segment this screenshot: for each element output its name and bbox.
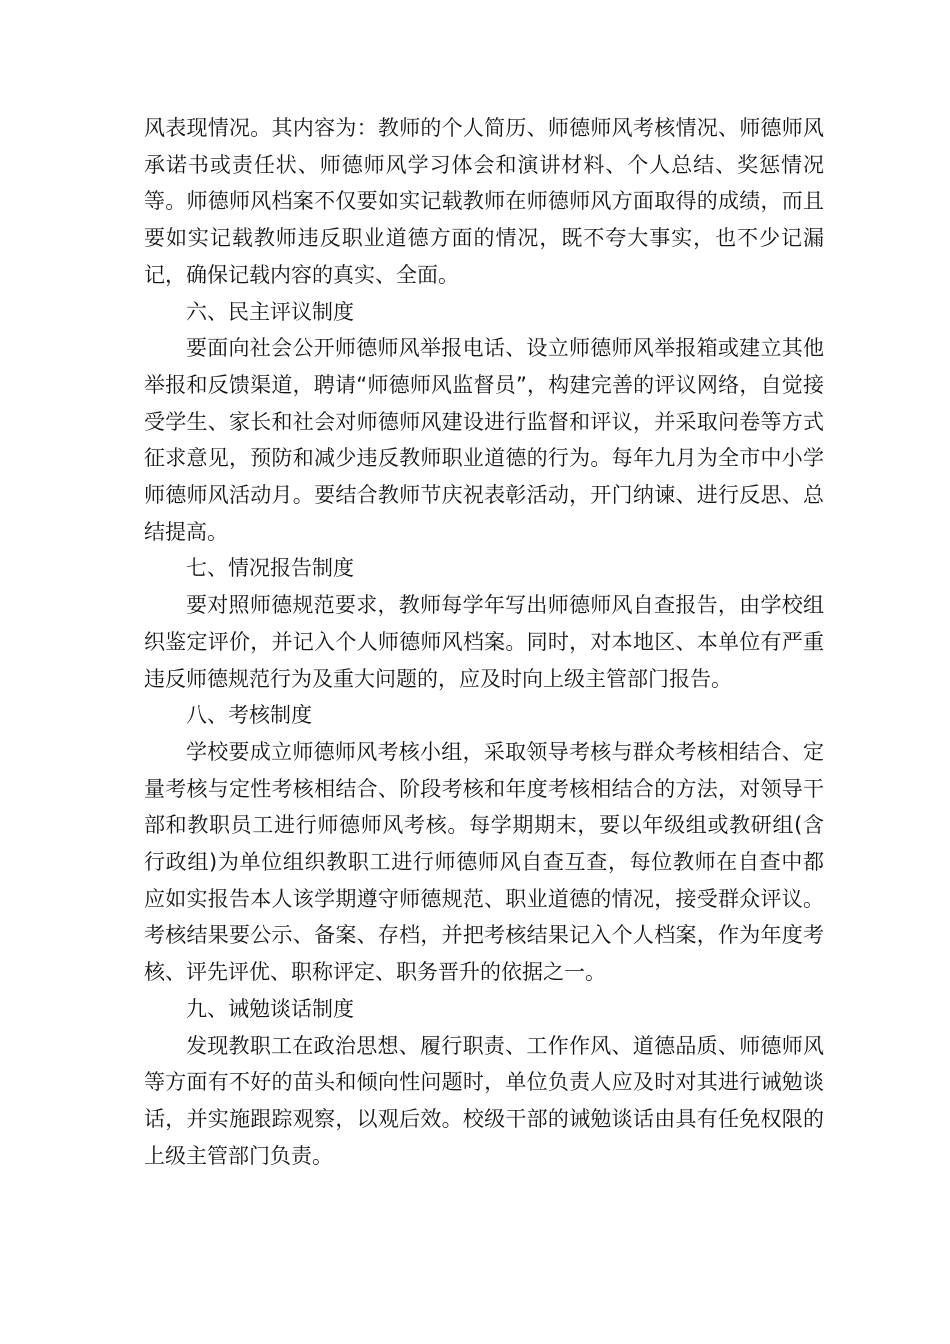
paragraph-continuation: 风表现情况。其内容为：教师的个人简历、师德师风考核情况、师德师风承诺书或责任状、师德师风学习体会和演讲材料、个人总结、奖惩情况等。师德师风档案不仅要如实记载教师在师德师风方面取得的成绩，而且要如实记载教师违反职业道德方面的情况，既不夸大事实，也不少记漏记，确保记载内容的真实、全面。 xyxy=(144,116,824,287)
paragraph-admonishment-talk: 发现教职工在政治思想、履行职责、工作作风、道德品质、师德师风等方面有不好的苗头和倾向性问题时，单位负责人应及时对其进行诫勉谈话，并实施跟踪观察，以观后效。校级干部的诫勉谈话由具有任免权限的上级主管部门负责。 xyxy=(144,1033,824,1168)
paragraph-situation-report: 要对照师德规范要求，教师每学年写出师德师风自查报告，由学校组织鉴定评价，并记入个人师德师风档案。同时，对本地区、本单位有严重违反师德规范行为及重大问题的，应及时向上级主管部门报告。 xyxy=(144,593,824,691)
paragraph-democratic-review: 要面向社会公开师德师风举报电话、设立师德师风举报箱或建立其他举报和反馈渠道，聘请“师德师风监督员”，构建完善的评议网络，自觉接受学生、家长和社会对师德师风建设进行监督和评议，并采取问卷等方式征求意见，预防和减少违反教师职业道德的行为。每年九月为全市中小学师德师风活动月。要结合教师节庆祝表彰活动，开门纳谏、进行反思、总结提高。 xyxy=(144,336,824,544)
section-heading-situation-report: 七、情况报告制度 xyxy=(186,556,354,581)
section-heading-assessment: 八、考核制度 xyxy=(186,703,312,728)
section-heading-democratic-review: 六、民主评议制度 xyxy=(186,299,354,324)
document-body xyxy=(144,110,824,1174)
section-heading-admonishment-talk: 九、诫勉谈话制度 xyxy=(186,996,354,1021)
paragraph-assessment: 学校要成立师德师风考核小组，采取领导考核与群众考核相结合、定量考核与定性考核相结合、阶段考核和年度考核相结合的方法，对领导干部和教职员工进行师德师风考核。每学期期末，要以年级组或教研组(含行政组)为单位组织教职工进行师德师风自查互查，每位教师在自查中都应如实报告本人该学期遵守师德规范、职业道德的情况，接受群众评议。考核结果要公示、备案、存档，并把考核结果记入个人档案，作为年度考核、评先评优、职称评定、职务晋升的依据之一。 xyxy=(144,739,824,985)
